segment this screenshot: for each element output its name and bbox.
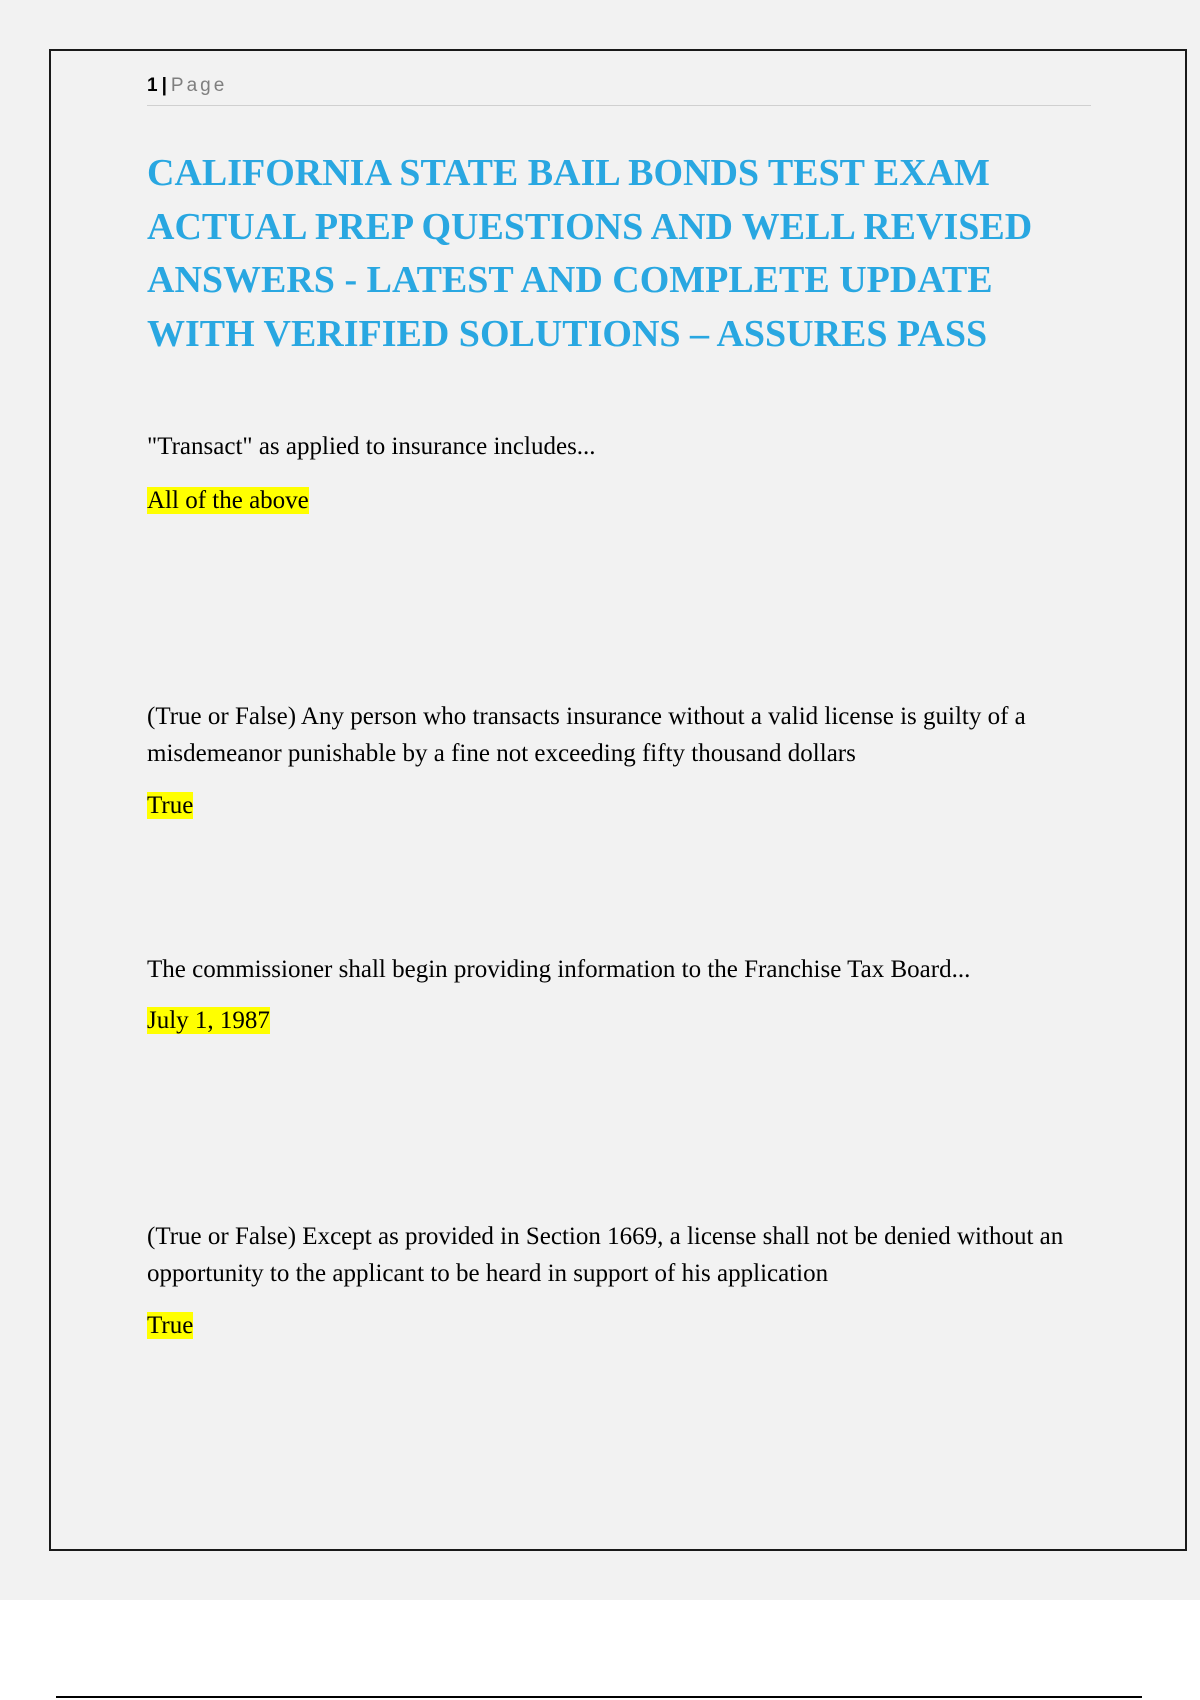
document-page <box>49 49 1187 1551</box>
page-number: 1 <box>147 75 158 96</box>
answer-2-highlight: True <box>147 792 194 819</box>
answer-3-highlight: July 1, 1987 <box>147 1007 270 1034</box>
answer-4 <box>147 1309 193 1342</box>
answer-2 <box>147 789 193 822</box>
answer-1-highlight: All of the above <box>147 487 309 514</box>
page-label: Page <box>170 75 228 96</box>
page-separator: | <box>161 75 167 96</box>
question-1: "Transact" as applied to insurance includes... <box>147 433 596 460</box>
answer-3 <box>147 1004 270 1037</box>
question-3: The commissioner shall begin providing information to the Franchise Tax Board... <box>147 956 971 983</box>
question-2: (True or False) Any person who transacts insurance without a valid license is guilty of a misdemeanor punishable by a fine not exceeding fifty thousand dollars <box>147 703 1026 767</box>
question-4: (True or False) Except as provided in Section 1669, a license shall not be denied without an opportunity to the applicant to be heard in support of his application <box>147 1223 1064 1287</box>
answer-4-highlight: True <box>147 1312 194 1339</box>
answer-1 <box>147 484 309 517</box>
document-title: CALIFORNIA STATE BAIL BONDS TEST EXAM ACTUAL PREP QUESTIONS AND WELL REVISED ANSWERS - LATEST AND COMPLETE UPDATE WITH VERIFIED SOLUTIONS – ASSURES PASS <box>147 152 1033 355</box>
next-page-top-rule <box>56 1696 1142 1698</box>
page-header <box>147 75 1091 106</box>
